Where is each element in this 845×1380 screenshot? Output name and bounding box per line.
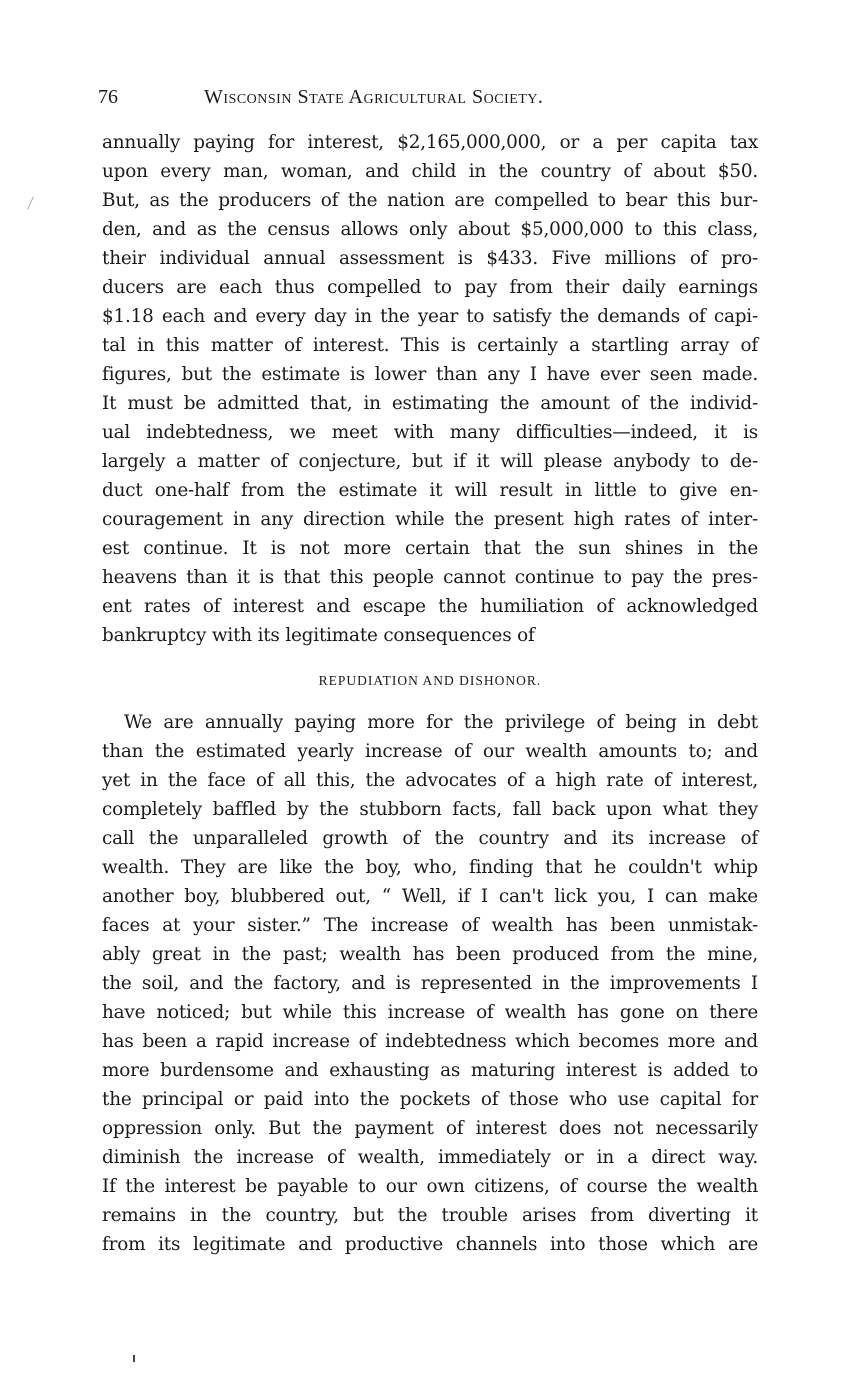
text-line: annually paying for interest, $2,165,000,000, or a per capita tax: [102, 132, 758, 153]
section-heading: REPUDIATION AND DISHONOR.: [318, 673, 542, 688]
page-header: [98, 86, 758, 116]
text-line: largely a matter of conjecture, but if it will please anybody to de-: [102, 451, 758, 472]
text-line: another boy, blubbered out, “ Well, if I can't lick you, I can make: [102, 886, 758, 907]
text-line: than the estimated yearly increase of our wealth amounts to; and: [102, 741, 758, 762]
text-line: faces at your sister.” The increase of wealth has been unmistak-: [102, 915, 758, 936]
text-line: duct one-half from the estimate it will result in little to give en-: [102, 480, 758, 501]
text-line: den, and as the census allows only about $5,000,000 to this class,: [102, 219, 758, 240]
text-line: We are annually paying more for the privilege of being in debt: [124, 712, 758, 733]
text-line: yet in the face of all this, the advocates of a high rate of interest,: [102, 770, 758, 791]
text-line: oppression only. But the payment of interest does not necessarily: [102, 1118, 758, 1139]
text-line: tal in this matter of interest. This is certainly a startling array of: [102, 335, 758, 356]
ink-speck: [133, 1355, 135, 1362]
page-number: 76: [98, 86, 118, 108]
text-line: remains in the country, but the trouble arises from diverting it: [102, 1205, 758, 1226]
text-line: bankruptcy with its legitimate consequences of: [102, 625, 535, 646]
text-line: est continue. It is not more certain that the sun shines in the: [102, 538, 758, 559]
text-line: completely baffled by the stubborn facts, fall back upon what they: [102, 799, 758, 820]
text-line: ducers are each thus compelled to pay from their daily earnings: [102, 277, 758, 298]
running-title: Wisconsin State Agricultural Society.: [204, 86, 544, 108]
text-line: diminish the increase of wealth, immediately or in a direct way.: [102, 1147, 758, 1168]
text-line: ably great in the past; wealth has been produced from the mine,: [102, 944, 758, 965]
text-line: But, as the producers of the nation are compelled to bear this bur-: [102, 190, 758, 211]
text-line: their individual annual assessment is $433. Five millions of pro-: [102, 248, 758, 269]
text-line: wealth. They are like the boy, who, finding that he couldn't whip: [102, 857, 758, 878]
text-line: the soil, and the factory, and is represented in the improvements I: [102, 973, 758, 994]
text-line: ent rates of interest and escape the humiliation of acknowledged: [102, 596, 758, 617]
text-line: more burdensome and exhausting as maturing interest is added to: [102, 1060, 758, 1081]
text-line: upon every man, woman, and child in the country of about $50.: [102, 161, 758, 182]
text-line: has been a rapid increase of indebtedness which becomes more and: [102, 1031, 758, 1052]
text-line: $1.18 each and every day in the year to satisfy the demands of capi-: [102, 306, 758, 327]
text-line: couragement in any direction while the present high rates of inter-: [102, 509, 758, 530]
text-line: from its legitimate and productive channels into those which are: [102, 1234, 758, 1255]
paper-mark: [27, 196, 34, 209]
text-line: call the unparalleled growth of the country and its increase of: [102, 828, 758, 849]
text-line: figures, but the estimate is lower than any I have ever seen made.: [102, 364, 758, 385]
text-line: If the interest be payable to our own citizens, of course the wealth: [102, 1176, 758, 1197]
text-line: It must be admitted that, in estimating the amount of the individ-: [102, 393, 758, 414]
text-line: have noticed; but while this increase of wealth has gone on there: [102, 1002, 758, 1023]
text-line: heavens than it is that this people cannot continue to pay the pres-: [102, 567, 758, 588]
text-line: the principal or paid into the pockets of those who use capital for: [102, 1089, 758, 1110]
text-line: ual indebtedness, we meet with many difficulties—indeed, it is: [102, 422, 758, 443]
